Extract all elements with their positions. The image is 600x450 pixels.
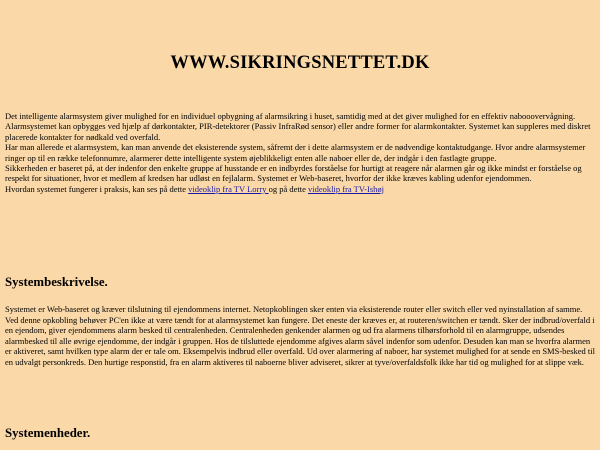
section-heading-systembeskrivelse: Systembeskrivelse. [5, 275, 108, 289]
intro-paragraph-2: Har man allerede et alarmsystem, kan man anvende det eksisterende system, såfremt der i dette alarmsystem er de nødvendige kontaktudgange. Hvor andre alarmsystemer ringer op til en række telefonnumre, alarmerer dette intelligente system øjeblikkeligt enten alle naboer eller de, der indgår i den fastlagte gruppe. [5, 142, 586, 163]
section-text-systembeskrivelse: Systemet er Web-baseret og kræver tilslutning til ejendommens internet. Netopkoblingen sker enten via eksisterende router eller switch eller ved nyinstallation af samme. Ved denne opkobling behøver PC'en ikke at være tændt for at alarmsystemet kan fungere. Det eneste der kræves er, at routeren/switchen er tændt. Sker der indbrud/overfald i en ejendom, giver ejendommens alarm besked til centralenheden. Centralenheden genkender alarmen og ud fra alarmens tilhørsforhold til en alarmgruppe, udsendes alarmbesked til alle øvrige ejendomme, der indgår i gruppen. Hos de tilsluttede ejendomme afgives alarm såvel indenfor som udenfor. Desuden kan man se hvorfra alarmen er aktiveret, samt hvilken type alarm der er tale om. Eksempelvis indbrud eller overfald. Ud over alarmering af naboer, har systemet mulighed for at sende en SMS-besked til en udvalgt personkreds. Den hurtige responstid, fra en alarm aktiveres til naboerne bliver adviseret, sikrer at tyve/overfaldsfolk ikke har tid og mulighed for at slippe væk. [5, 304, 595, 367]
video-link-tv-lorry[interactable]: videoklip fra TV Lorry [188, 183, 269, 194]
intro-paragraph-3: Sikkerheden er baseret på, at der indenfor den enkelte gruppe af husstande er en indbyrdes forståelse for hurtigt at reagere når alarmen går og ikke mindst er forståelse og respekt for situationer, hvor et medlem af kredsen har udløst en fejlalarm. Systemet er Web-baseret, hvorfor der ikke kræves kabling udenfor ejendommen. [5, 163, 582, 184]
video-link-tv-ishoj[interactable]: videoklip fra TV-Ishøj [308, 183, 385, 194]
intro-paragraph-1: Det intelligente alarmsystem giver mulighed for en individuel opbygning af alarmsikring i huset, samtidig med at det giver mulighed for en effektiv nabooovervågning. Alarmsystemet kan opbygges ved hjælp af dørkontakter, PIR-detektorer (Passiv InfraRød sensor) eller andre former for alarmkontakter. Systemet kan suppleres med diskret placerede kontakter for nødkald ved overfald. [5, 111, 591, 142]
section-heading-systemenheder: Systemenheder. [5, 426, 91, 440]
intro-paragraph-4-middle: og på dette [268, 183, 309, 194]
intro-text [5, 111, 595, 194]
intro-paragraph-4-prefix: Hvordan systemet fungerer i praksis, kan ses på dette [5, 183, 189, 194]
site-title: WWW.SIKRINGSNETTET.DK [170, 53, 430, 73]
